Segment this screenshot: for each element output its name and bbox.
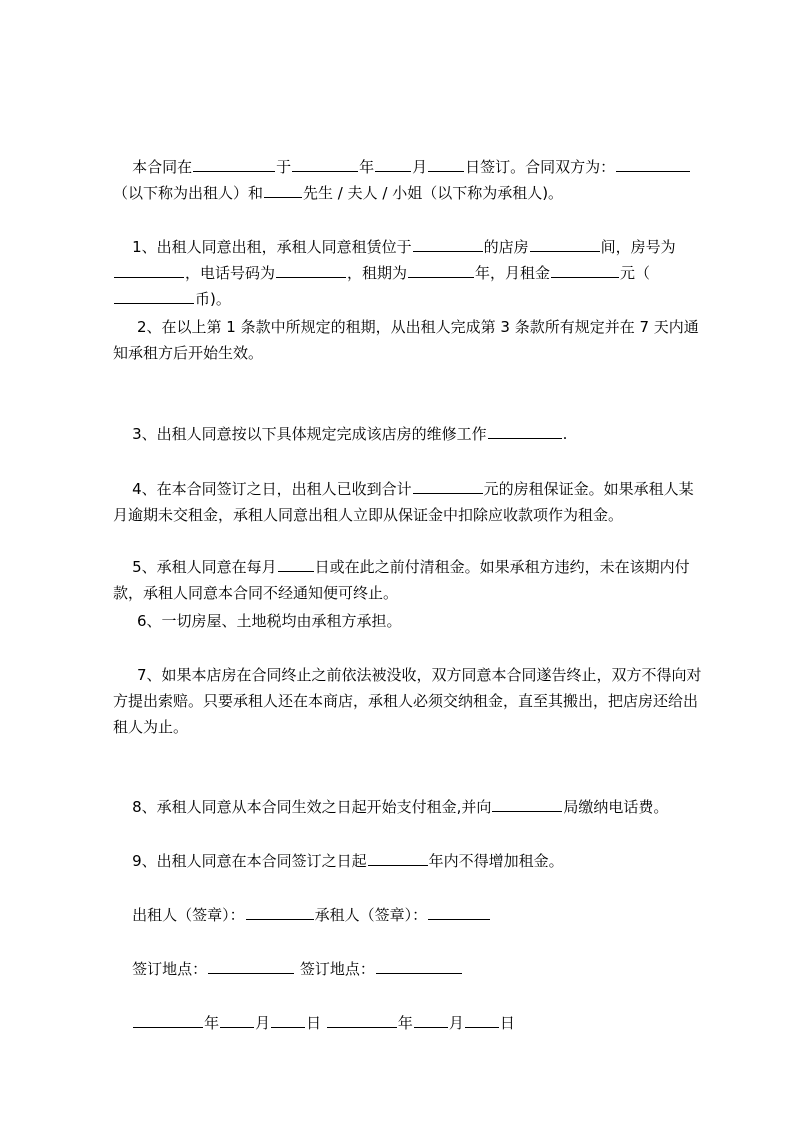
signing-place-line: 签订地点： 签订地点： bbox=[113, 930, 703, 1008]
signing-place-field[interactable] bbox=[376, 958, 462, 974]
blank-field[interactable] bbox=[408, 262, 474, 278]
blank-field[interactable] bbox=[278, 556, 314, 572]
blank-field[interactable] bbox=[368, 850, 428, 866]
signing-place-field[interactable] bbox=[208, 958, 294, 974]
clause-8: 8、承租人同意从本合同生效之日起开始支付租金,并向 局缴纳电话费。 bbox=[132, 798, 669, 816]
year-field[interactable] bbox=[133, 1012, 203, 1028]
clause-4: 4、在本合同签订之日，出租人已收到合计 元的房租保证金。如果承租人某月逾期未交租金，承租人同意出租人立即从保证金中扣除应收款项作为租金。 bbox=[113, 480, 694, 524]
clause-1: 1、出租人同意出租，承租人同意租赁位于 的店房 间，房号为，电话号码为 ，租期为 年，月租金 元（币)。 bbox=[113, 208, 703, 338]
blank-field[interactable] bbox=[276, 262, 346, 278]
blank-field[interactable] bbox=[114, 288, 194, 304]
blank-field[interactable] bbox=[193, 156, 275, 172]
day-field[interactable] bbox=[465, 1012, 499, 1028]
blank-field[interactable] bbox=[616, 156, 690, 172]
lessor-signature-field[interactable] bbox=[246, 904, 314, 920]
blank-field[interactable] bbox=[114, 262, 184, 278]
clause-3: 3、出租人同意按以下具体规定完成该店房的维修工作 . bbox=[132, 425, 568, 443]
blank-field[interactable] bbox=[551, 262, 619, 278]
day-field[interactable] bbox=[271, 1012, 305, 1028]
blank-field[interactable] bbox=[413, 236, 483, 252]
date-line: 年 月 日 年 月 日 bbox=[113, 984, 703, 1062]
year-field[interactable] bbox=[327, 1012, 397, 1028]
blank-field[interactable] bbox=[488, 423, 562, 439]
lessee-signature-field[interactable] bbox=[428, 904, 490, 920]
month-field[interactable] bbox=[414, 1012, 448, 1028]
clause-9: 9、出租人同意在本合同签订之日起 年内不得增加租金。 bbox=[132, 852, 564, 870]
month-field[interactable] bbox=[220, 1012, 254, 1028]
clause-5: 5、承租人同意在每月 日或在此之前付清租金。如果承租方违约，未在该期内付款，承租人同意本合同不经通知便可终止。 bbox=[113, 558, 690, 602]
signature-line: 出租人（签章）： 承租人（签章）： bbox=[113, 876, 703, 954]
blank-field[interactable] bbox=[530, 236, 600, 252]
blank-field[interactable] bbox=[264, 182, 302, 198]
blank-field[interactable] bbox=[292, 156, 358, 172]
blank-field[interactable] bbox=[413, 478, 483, 494]
clause-7: 7、如果本店房在合同终止之前依法被没收，双方同意本合同遂告终止，双方不得向对方提出索赔。只要承租人还在本商店，承租人必须交纳租金，直至其搬出，把店房还给出租人为止。 bbox=[113, 666, 702, 736]
blank-field[interactable] bbox=[375, 156, 411, 172]
clause-6: 6、一切房屋、土地税均由承租方承担。 bbox=[137, 612, 402, 630]
clause-2: 2、在以上第 1 条款中所规定的租期，从出租人完成第 3 条款所有规定并在 7 天内通知承租方后开始生效。 bbox=[113, 318, 699, 362]
intro-paragraph: 本合同在 于 年 月 日签订。合同双方为：（以下称为出租人）和 先生 / 夫人 / 小姐（以下称为承租人)。 bbox=[113, 128, 703, 232]
blank-field[interactable] bbox=[428, 156, 464, 172]
blank-field[interactable] bbox=[492, 796, 562, 812]
